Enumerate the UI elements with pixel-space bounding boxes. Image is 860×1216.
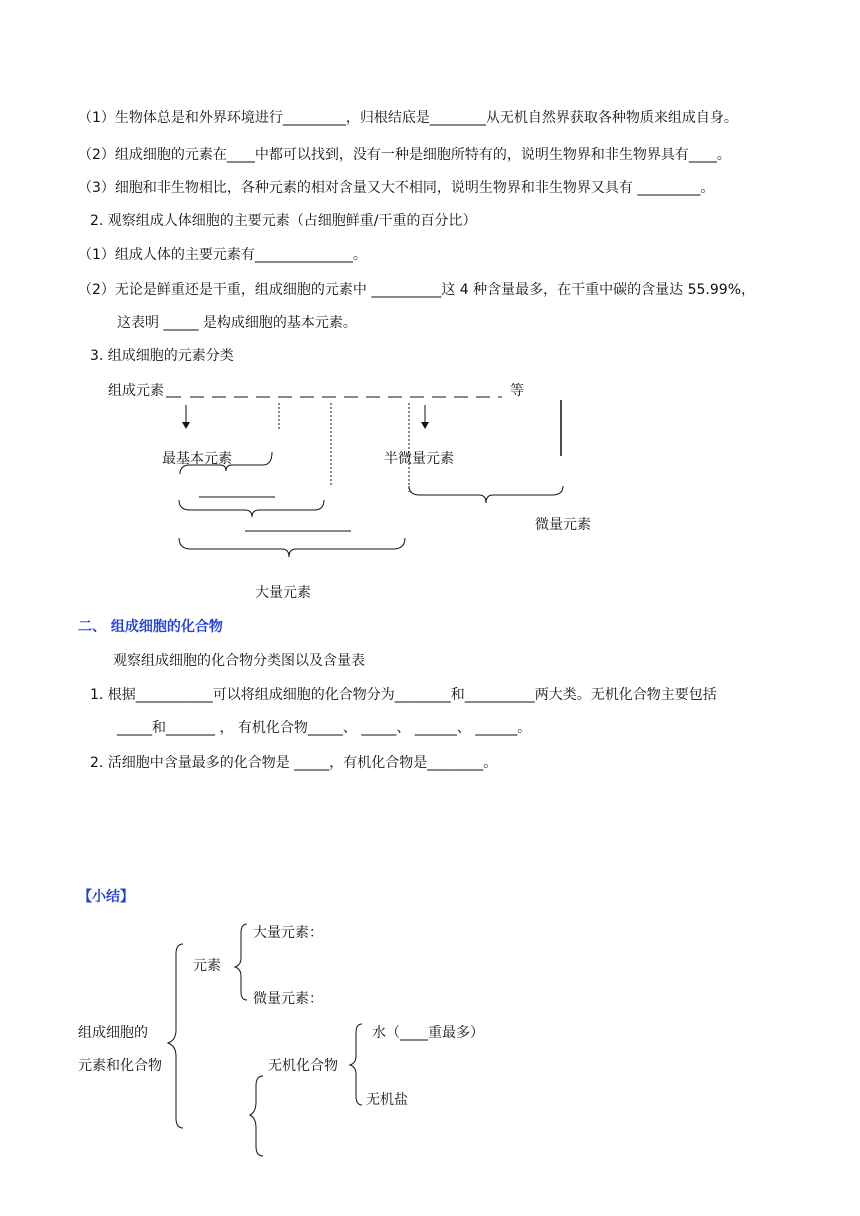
summary-macro: 大量元素： <box>253 925 323 941</box>
brace-summary-inorganic <box>350 1024 362 1105</box>
item-2-3: 这表明 _____ 是构成细胞的基本元素。 <box>117 315 357 331</box>
section-2-q1-line2: _____和_______ ， 有机化合物_____、 _____、 ______、 ______。 <box>117 720 532 736</box>
label-trace-element: 微量元素 <box>535 517 591 533</box>
summary-root-line2: 元素和化合物 <box>78 1058 162 1074</box>
item-2-1: （1）组成人体的主要元素有______________。 <box>78 247 367 263</box>
summary-elements: 元素 <box>193 958 221 974</box>
summary-heading: 【小结】 <box>78 889 134 905</box>
item-1-1: （1）生物体总是和外界环境进行_________，归根结底是________从无机自然界获取各种物质来组成自身。 <box>78 110 738 126</box>
summary-trace: 微量元素： <box>253 991 323 1007</box>
brace-macro <box>179 538 405 557</box>
section-2-heading: 二、 组成细胞的化合物 <box>78 619 223 635</box>
section-2-q2: 2. 活细胞中含量最多的化合物是 _____，有机化合物是________。 <box>90 755 498 771</box>
brace-basic <box>180 452 272 474</box>
brace-summary-compounds <box>250 1076 263 1156</box>
arrowhead-basic <box>182 422 190 429</box>
brace-second <box>179 500 324 517</box>
arrowhead-semi-trace <box>421 422 429 429</box>
question-3-title: 3. 组成细胞的元素分类 <box>90 348 234 364</box>
question-2-title: 2. 观察组成人体细胞的主要元素（占细胞鲜重/干重的百分比） <box>90 213 477 229</box>
brace-trace <box>409 486 563 503</box>
label-elements: 组成元素 <box>108 383 164 399</box>
section-2-q1-line1: 1. 根据___________可以将组成细胞的化合物分为________和__________两大类。无机化合物主要包括 <box>90 687 717 703</box>
label-basic-element: 最基本元素 <box>162 451 232 467</box>
item-2-2: （2）无论是鲜重还是干重，组成细胞的元素中 __________这 4 种含量最多，在干重中碳的含量达 55.99%， <box>78 282 755 298</box>
summary-root-line1: 组成细胞的 <box>78 1025 148 1041</box>
summary-salt: 无机盐 <box>366 1092 408 1108</box>
summary-inorganic: 无机化合物 <box>268 1058 338 1074</box>
item-1-2: （2）组成细胞的元素在____中都可以找到，没有一种是细胞所特有的，说明生物界和非生物界具有____。 <box>78 147 731 163</box>
label-etc: 等 <box>510 383 524 399</box>
section-2-intro: 观察组成细胞的化合物分类图以及含量表 <box>113 653 365 669</box>
brace-summary-elements <box>235 924 247 1000</box>
summary-water: 水（____重最多） <box>372 1025 484 1041</box>
brace-summary-root <box>168 944 183 1128</box>
item-1-3: （3）细胞和非生物相比，各种元素的相对含量又大不相同，说明生物界和非生物界又具有 _________。 <box>78 180 715 196</box>
label-semi-trace-element: 半微量元素 <box>384 451 454 467</box>
label-macro-element: 大量元素 <box>255 585 311 601</box>
